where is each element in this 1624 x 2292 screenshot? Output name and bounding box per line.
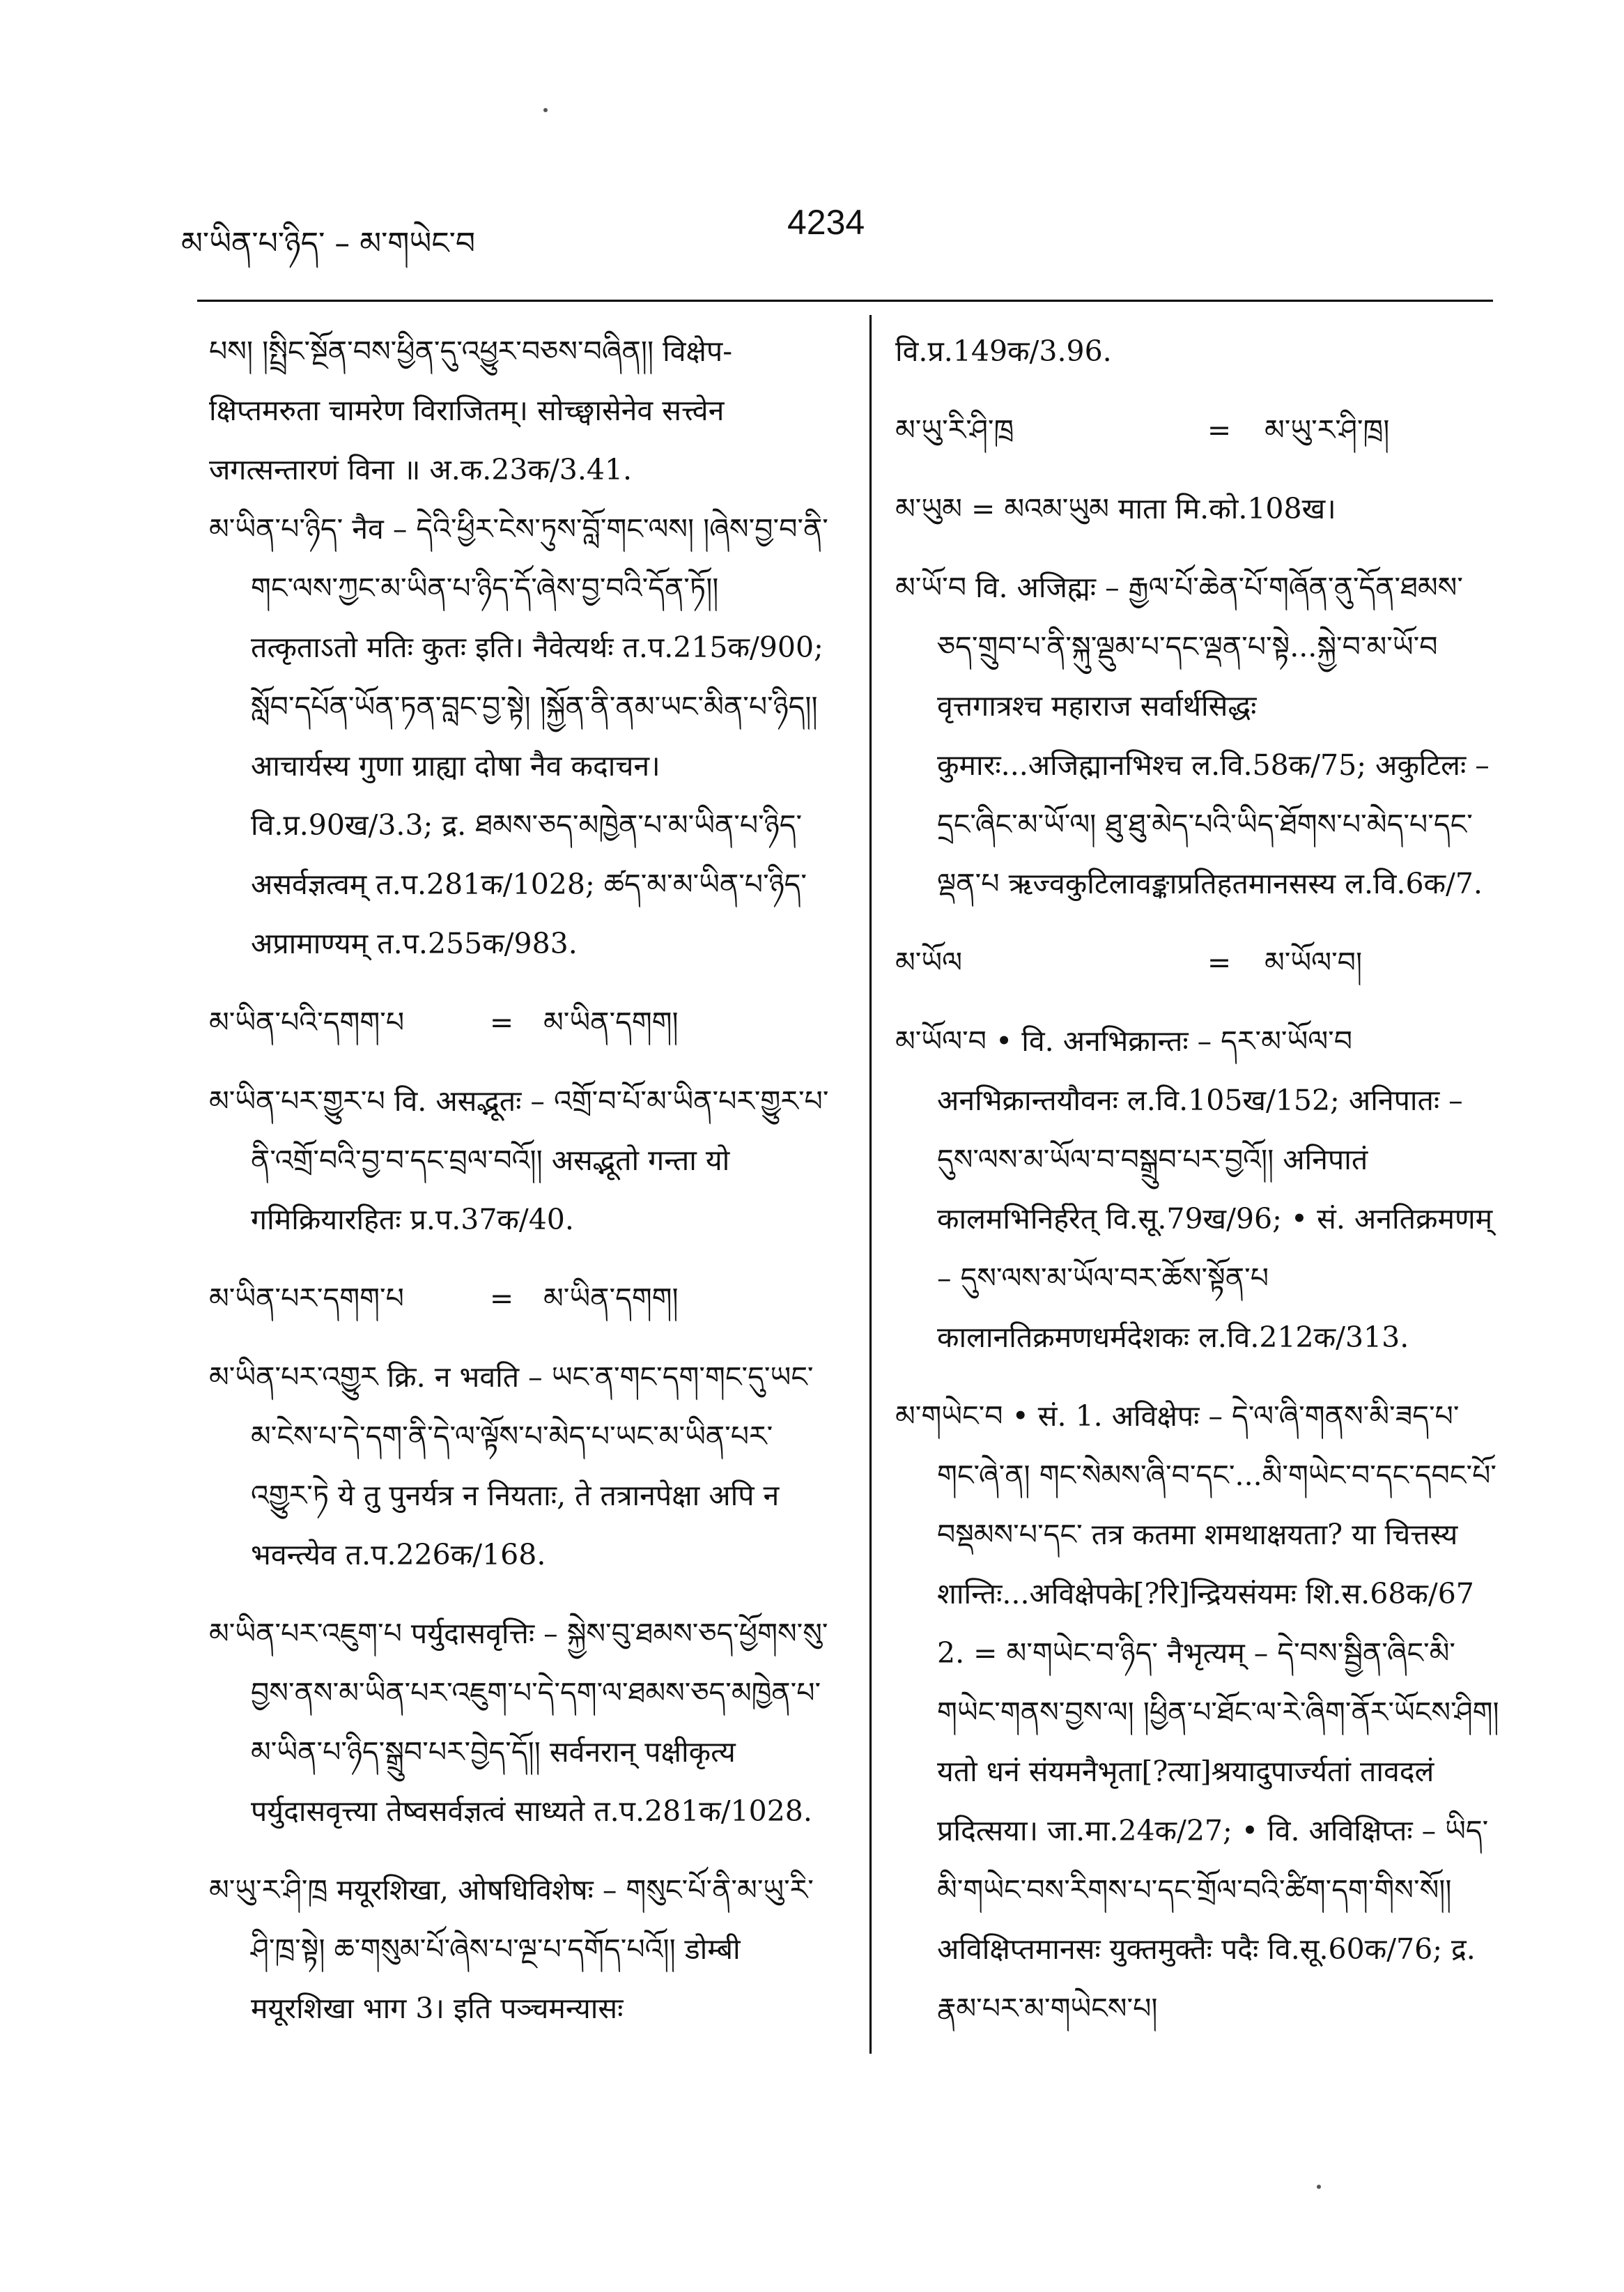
headword: མ་ཡོལ་བ (895, 1024, 987, 1058)
definition: • वि. अनभिक्रान्तः – དར་མ་ཡོལ་བ अनभिक्रान्तयौवनः ल.वि.105ख/152; अनिपातः – དུས་ལས་མ་ཡོལ་བ་བསྒྲུབ་པར་བྱའོ།། अनिपातं कालमभिनिर्हरेत् वि.सू.79ख/96; • सं. अनतिक्रमणम् – དུས་ལས་མ་ཡོལ་བར་ཆོས་སྟོན་པ कालानतिक्रमणधर्मदेशकः ल.वि.212क/313. (937, 1024, 1493, 1354)
header-rule (197, 300, 1493, 302)
definition: वि. अजिह्मः – རྒྱལ་པོ་ཆེན་པོ་གཞོན་ནུ་དོན་ཐམས་ཅད་གྲུབ་པ་ནི་སྐུ་ལྡུམ་པ་དང་ལྡན་པ་སྟེ...སྐྱེ་བ་མ་ཡོ་བ वृत्तगात्रश्च महाराज सर्वार्थसिद्धः कुमारः...अजिह्मानभिश्च ल.वि.58क/75; अकुटिलः – དྲང་ཞིང་མ་ཡོ་ལ། ཐུ་ཐུ་མེད་པའི་ཡིད་ཐོགས་པ་མེད་པ་དང་ལྡན་པ ऋज्वकुटिलावङ्काप्रतिहतमानसस्य ल.वि.6क/7. (937, 571, 1490, 900)
definition: पर्युदासवृत्तिः – སྐྱེས་བུ་ཐམས་ཅད་ཕྱོགས་སུ་བྱས་ནས་མ་ཡིན་པར་འཇུག་པ་དེ་དག་ལ་ཐམས་ཅད་མཁྱེན་པ་མ་ཡིན་པ་ཉིད་སྒྲུབ་པར་བྱེད་དོ།། सर्वनरान् पक्षीकृत्य पर्युदासवृत्त्या तेष्वसर्वज्ञत्वं साध्यते त.प.281क/1028. (251, 1617, 828, 1828)
headword: མ་ཡིན་པའི་དགག་པ (209, 1006, 405, 1039)
scan-speck (543, 108, 548, 112)
reference-target: མ་ཡིན་དགག། (543, 1282, 679, 1315)
headword: མ་ཡོལ (895, 946, 963, 979)
page-header (181, 202, 1505, 265)
definition: वि. असद्भूतः – འགྲོ་བ་པོ་མ་ཡིན་པར་གྱུར་པ་ནི་འགྲོ་བའི་བྱ་བ་དང་བྲལ་བའོ།། असद्भूतो गन्ता यो गमिक्रियारहितः प्र.प.37क/40. (251, 1084, 829, 1236)
reference-target: མ་ཡོལ་བ། (1265, 946, 1363, 979)
definition: क्रि. न भवति – ཡང་ན་གང་དག་གང་དུ་ཡང་མ་ངེས་པ་དེ་དག་ནི་དེ་ལ་ལྟོས་པ་མེད་པ་ཡང་མ་ཡིན་པར་འགྱུར་ཏེ ये तु पुनर्यत्र न नियताः, ते तत्रानपेक्षा अपि न भवन्त्येव त.प.226क/168. (251, 1360, 814, 1571)
running-head: མ་ཡིན་པ་ཉིད་ – མ་གཡེང་བ (181, 226, 476, 261)
page-number: 4234 (787, 203, 865, 242)
equals-sign: = (1207, 413, 1232, 447)
headword: མ་ཡུམ (895, 492, 962, 525)
headword: མ་ཡུ་ར་ཤི་ཁྲ (209, 1873, 328, 1907)
definition: = མའམ་ཡུམ माता मि.को.108ख। (970, 492, 1336, 525)
cross-reference-entry (895, 401, 1501, 460)
headword: མ་ཡིན་པར་འཇུག་པ (209, 1617, 402, 1650)
equals-sign: = (489, 1006, 514, 1039)
reference-target: མ་ཡིན་དགག། (543, 1006, 679, 1039)
dictionary-entry (895, 558, 1501, 914)
equals-sign: = (1207, 946, 1232, 979)
definition: नैव – དེའི་ཕྱིར་ངེས་ཏུས་བློ་གང་ལས། །ཞེས་བྱ་བ་ནི་གང་ལས་ཀྱང་མ་ཡིན་པ་ཉིད་དོ་ཞེས་བྱ་བའི་དོན་ཏོ།། तत्कृताऽतो मतिः कुतः इति। नैवेत्यर्थः त.प.215क/900; སློབ་དཔོན་ཡོན་ཏན་བླང་བྱ་སྟེ། །སྐྱོན་ནི་ནམ་ཡང་མིན་པ་ཉིད།། आचार्यस्य गुणा ग्राह्या दोषा नैव कदाचन। वि.प्र.90ख/3.3; द्र. ཐམས་ཅད་མཁྱེན་པ་མ་ཡིན་པ་ཉིད་ असर्वज्ञत्वम् त.प.281क/1028; ཚད་མ་མ་ཡིན་པ་ཉིད་ अप्रामाण्यम् त.प.255क/983. (251, 512, 828, 960)
headword: མ་ཡིན་པ་ཉིད་ (209, 512, 343, 546)
headword: མ་གཡེང་བ (895, 1399, 1003, 1433)
dictionary-entry (209, 500, 833, 974)
reference-target: མ་ཡུ་ར་ཤི་ཁྲ། (1265, 413, 1390, 447)
entry-continuation: वि.प्र.149क/3.96. (895, 334, 1112, 368)
equals-sign: = (489, 1282, 514, 1315)
dictionary-entry (209, 1348, 833, 1585)
dictionary-entry (209, 1072, 833, 1249)
cross-reference-entry (209, 1269, 833, 1328)
dictionary-entry (209, 1861, 833, 2038)
dictionary-entry (895, 1387, 1501, 2038)
definition: • सं. 1. अविक्षेपः – དེ་ལ་ཞི་གནས་མི་ཟད་པ་གང་ཞེ་ན། གང་སེམས་ཞི་བ་དང་...མི་གཡེང་བ་དང་དབང་པོ་བསྡམས་པ་དང་ तत्र कतमा शमथाक्षयता? या चित्तस्य शान्तिः...अविक्षेपके[?रि]न्द्रियसंयमः शि.स.68क/67 2. = མ་གཡེང་བ་ཉིད་ नैभृत्यम् – དེ་བས་སྦྱིན་ཞིང་མི་གཡེང་གནས་བྱས་ལ། །ཕྱིན་པ་ཐོང་ལ་རེ་ཞིག་ནོར་ཡོངས་ཤིག། यतो धनं संयमनैभृता[?त्या]श्रयादुपार्ज्यतां तावदलं प्रदित्सया। जा.मा.24क/27; • वि. अविक्षिप्तः – ཡིད་མི་གཡེང་བས་རིགས་པ་དང་གྲོལ་བའི་ཚིག་དག་གིས་སོ།། अविक्षिप्तमानसः युक्तमुक्तैः पदैः वि.सू.60क/76; द्र. རྣམ་པར་མ་གཡེངས་པ། (937, 1399, 1499, 2025)
scan-speck (1317, 2185, 1321, 2189)
cross-reference-entry (209, 993, 833, 1052)
left-column (209, 322, 833, 2058)
headword: མ་ཡོ་བ (895, 571, 967, 604)
headword: མ་ཡིན་པར་གྱུར་པ (209, 1084, 385, 1118)
headword: མ་ཡུ་རི་ཤི་ཁྲ (895, 413, 1014, 447)
headword: མ་ཡིན་པར་དགག་པ (209, 1282, 404, 1315)
right-column (895, 322, 1501, 2058)
entry-continuation: པས། །སྤྲིང་སྔོན་བས་ཕྱིན་དུ་འཕྱུར་བཅས་བཞིན།། विक्षेप-क्षिप्तमरुता चामरेण विराजितम्। सोच्छ्वासेनेव सत्त्वेन जगत्सन्तारणं विना ॥ अ.क.23क/3.41. (209, 334, 733, 486)
dictionary-entry (895, 1012, 1501, 1367)
cross-reference-entry (895, 933, 1501, 992)
headword: མ་ཡིན་པར་འགྱུར (209, 1360, 378, 1394)
dictionary-entry (895, 479, 1501, 539)
column-divider (869, 315, 872, 2054)
dictionary-entry (209, 1604, 833, 1841)
definition: मयूरशिखा, ओषधिविशेषः – གསུང་པོ་ནི་མ་ཡུ་རི་ཤི་ཁྲ་སྟེ། ཆ་གསུམ་པོ་ཞེས་པ་ལྔ་པ་དགོད་པའོ།། डोम्बी मयूरशिखा भाग 3। इति पञ्चमन्यासः (251, 1873, 814, 2025)
